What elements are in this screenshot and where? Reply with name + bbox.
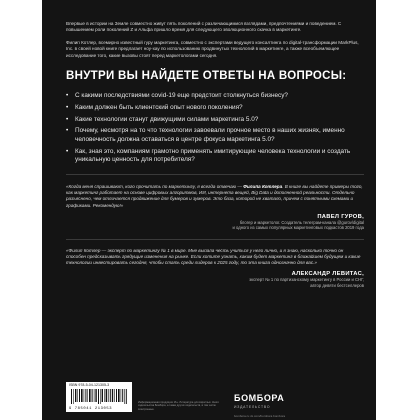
- bullet-icon: •: [66, 115, 69, 123]
- question-text: Каким должен быть клиентский опыт нового поколения?: [75, 103, 243, 111]
- cover-footer: [66, 382, 364, 418]
- intro-paragraph-1: Впервые в истории на Земле совместно живут пять поколений с различающимися взглядами, предпочтениями и поведением. С повышением роли поколений Z и Альфа пришло время для следующего эволюционного скачка в маркетинге.: [66, 21, 342, 33]
- review-author: [66, 214, 364, 231]
- question-text: Почему, несмотря на то что технологии завоевали прочное место в наших жизнях, именно человечность должна оставаться в центре фокуса маркетинга 5.0?: [75, 127, 345, 143]
- divider: [66, 239, 364, 240]
- bullet-icon: •: [66, 92, 69, 100]
- publisher-links: bombora.ru vk.com/bombora bombora: [234, 414, 286, 418]
- highlighted-name: Филипа Котлера: [243, 183, 283, 189]
- legal-fine-print: Информационная продукция 16+. Литература для взрослых. Книги издательства Бомбора, а также других издательств, в том числе электронные.: [138, 401, 219, 411]
- bullet-icon: •: [66, 127, 69, 135]
- questions-list: [66, 92, 364, 165]
- barcode: [66, 382, 132, 412]
- barcode-number: 9 785041 213053: [69, 407, 113, 411]
- review-author-desc: автор девяти бестселлеров: [310, 282, 364, 288]
- bullet-icon: •: [66, 103, 69, 111]
- review-author-name: ПАВЕЛ ГУРОВ,: [317, 213, 364, 220]
- question-item: [66, 92, 364, 101]
- review-quote-1: [66, 184, 364, 231]
- review-quote-text: «Филип Котлер — эксперт по маркетингу № 1 в мире. Мне выпала честь учиться у него лично, и я знаю, насколько точно он способен предсказывать грядущие изменения на рынке. Если хотите узнать, каким будет маркетинг в ближайшем будущем и какие технологии инвестировать сегодня, чтобы стать среди лидеров к 2025 году, то эта книга однозначно для вас.»: [66, 247, 361, 265]
- question-text: Как, зная это, компаниям грамотно применять имитирующие человека технологии и создать уникальную ценность для потребителя?: [75, 147, 351, 164]
- bullet-icon: •: [66, 147, 69, 155]
- questions-heading: ВНУТРИ ВЫ НАЙДЕТЕ ОТВЕТЫ НА ВОПРОСЫ:: [66, 70, 347, 83]
- book-back-cover: [42, 0, 376, 420]
- review-author-desc: и одного из самых популярных маркетинговых подкастов 2019 года: [232, 225, 364, 231]
- question-item: [66, 148, 364, 165]
- divider: [66, 174, 364, 175]
- review-quote-text: «Когда меня спрашивают, кого прочитать по маркетингу, я всегда отвечаю — Филипа Котлера. В книге вы найдете примеры того, как маркетинг работает на основе цифровых алгоритмов, ИИ, интернета вещей, Big Data и дополненной реальности. Отдельно разъяснено, чем отличается продвижение для бумеров и зумеров. Это база, которой не хватало, причем с понятными схемами и графиками. Рекомендую!»: [66, 183, 363, 208]
- publisher-logo: БОМБОРА: [234, 393, 285, 403]
- intro-paragraph-2: Филип Котлер, всемирно известный гуру маркетинга, совместно с экспертами ведущего консалтинга по digital-трансформации MarkPlus, Inc. в своей новой книге предлагает ноу-хау по использованию продвинутых технологий в маркетинге, а также всеобъемлющее исследование того, какие вызовы стоят перед маркетологами сегодня.: [66, 39, 359, 58]
- question-text: Какие технологии станут движущими силами маркетинга 5.0?: [75, 115, 259, 123]
- publisher-logo-subtitle: ИЗДАТЕЛЬСТВО: [234, 405, 271, 409]
- barcode-icon: [71, 389, 127, 404]
- isbn-number: ISBN 978-5-04-121305-3: [69, 383, 110, 387]
- question-text: С какими последствиями covid-19 еще предстоит столкнуться бизнесу?: [75, 92, 288, 100]
- review-quote-2: [66, 248, 364, 288]
- review-author-desc: блогер и маркетолог. Создатель телеграм-канала @gurov/digital: [239, 219, 364, 225]
- review-author: [66, 271, 364, 288]
- question-item: [66, 104, 364, 113]
- review-author-name: АЛЕКСАНДР ЛЕВИТАС,: [291, 271, 364, 278]
- question-item: [66, 127, 364, 144]
- review-author-desc: эксперт № 1 по партизанскому маркетингу в России и СНГ,: [249, 277, 364, 283]
- question-item: [66, 116, 364, 125]
